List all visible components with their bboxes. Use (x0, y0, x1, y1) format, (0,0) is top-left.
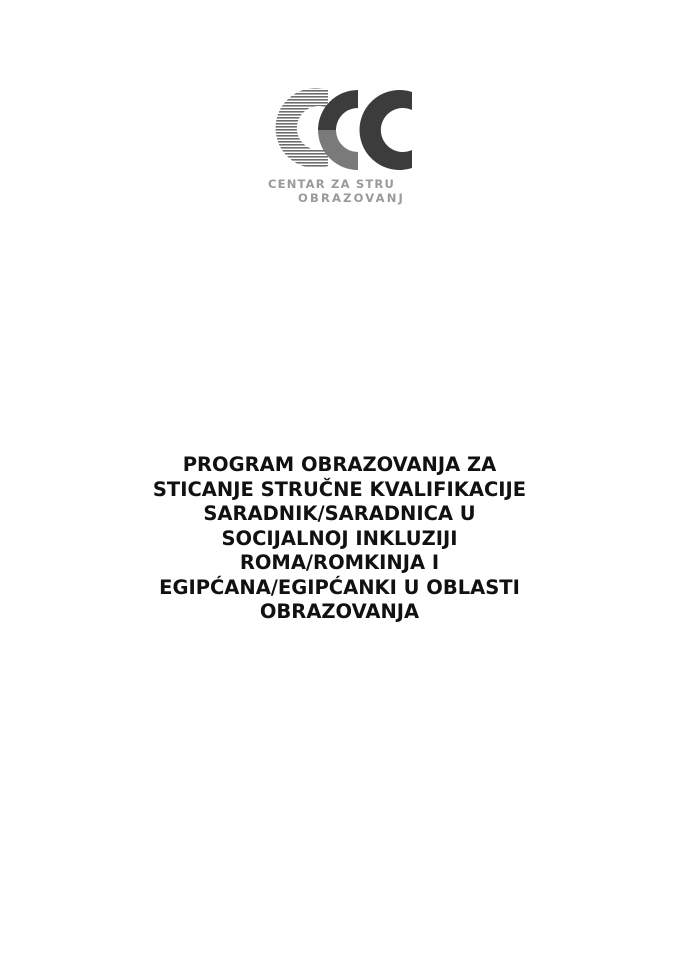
cso-logo-mark (262, 84, 414, 174)
logo-text-line1: CENTAR ZA STRU (268, 177, 395, 191)
logo-text-line2: OBRAZOVANJ (298, 191, 406, 205)
cso-logo (262, 84, 414, 208)
title-line-5: ROMA/ROMKINJA I (239, 551, 440, 574)
title-line-7: OBRAZOVANJA (259, 600, 420, 623)
title-line-3: SARADNIK/SARADNICA U (203, 502, 476, 525)
title-line-1: PROGRAM OBRAZOVANJA ZA (182, 453, 497, 476)
title-line-6: EGIPĆANA/EGIPĆANKI U OBLASTI (159, 575, 520, 599)
title-line-2: STICANJE STRUČNE KVALIFIKACIJE (152, 477, 527, 501)
title-line-4: SOCIJALNOJ INKLUZIJI (221, 526, 458, 550)
document-title (40, 453, 639, 625)
logo-c-right (360, 90, 412, 170)
